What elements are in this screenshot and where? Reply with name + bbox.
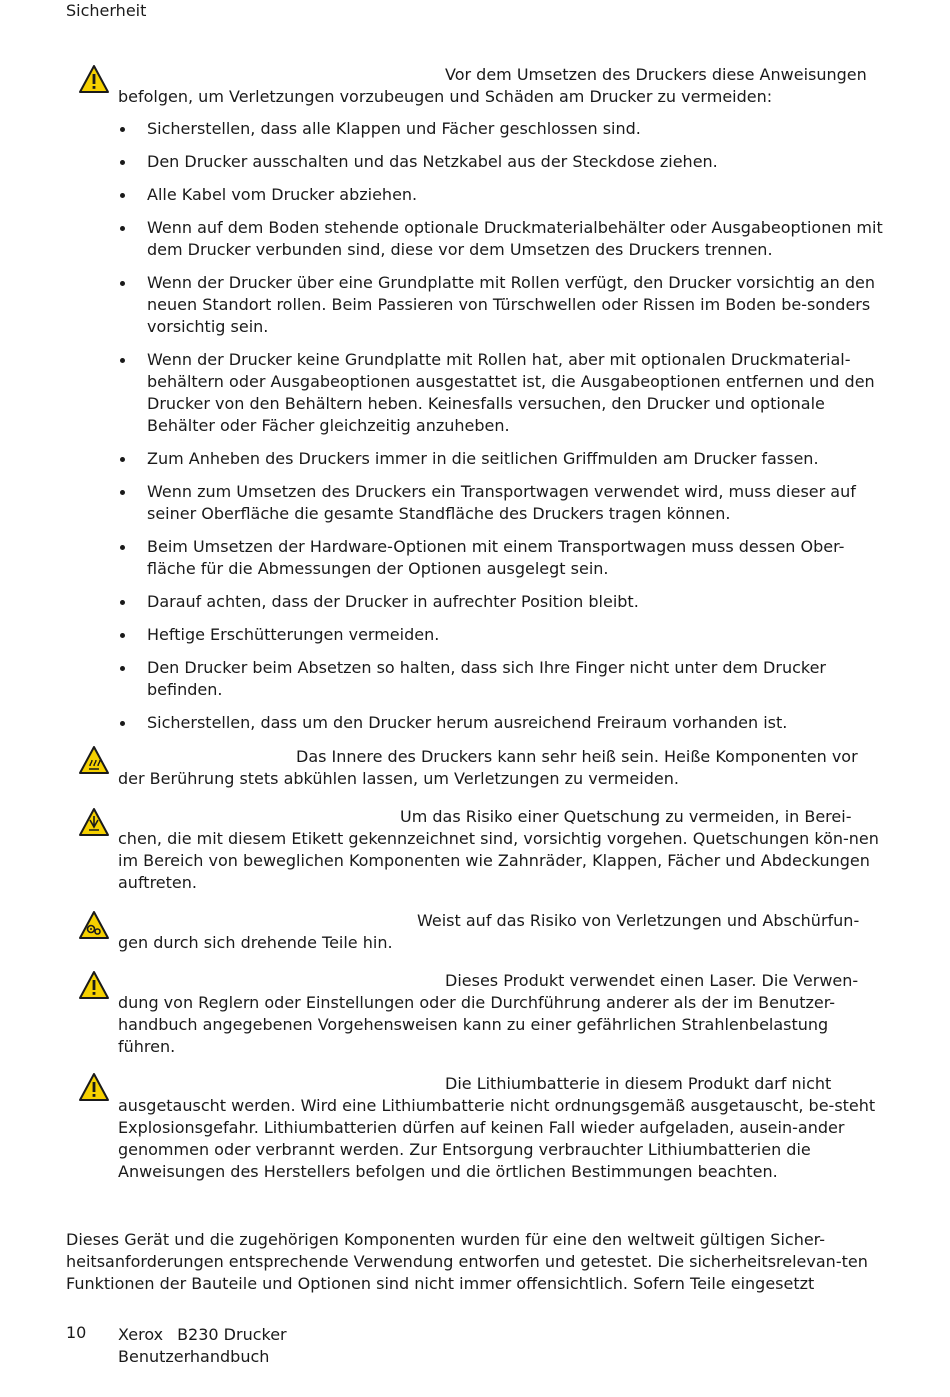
moving-instructions-list [118, 118, 884, 734]
list-item: Heftige Erschütterungen vermeiden. [118, 624, 884, 646]
list-item: Den Drucker beim Absetzen so halten, dass sich Ihre Finger nicht unter dem Drucker befinden. [118, 657, 884, 701]
document-title: Benutzerhandbuch [118, 1347, 270, 1366]
list-item: Sicherstellen, dass alle Klappen und Fächer geschlossen sind. [118, 118, 884, 140]
list-item: Sicherstellen, dass um den Drucker herum ausreichend Freiraum vorhanden ist. [118, 712, 884, 734]
warning-hot-surface [118, 746, 884, 790]
section-header: Sicherheit [66, 1, 147, 20]
warning-text: Weist auf das Risiko von Verletzungen und Abschürfun-gen durch sich drehende Teile hin. [118, 911, 860, 952]
list-item: Zum Anheben des Druckers immer in die seitlichen Griffmulden am Drucker fassen. [118, 448, 884, 470]
list-item: Wenn der Drucker keine Grundplatte mit Rollen hat, aber mit optionalen Druckmaterial-behältern oder Ausgabeoptionen ausgestattet ist, die Ausgabeoptionen entfernen und den Drucker von den Behältern heben. Keinesfalls versuchen, den Drucker und optionale Behälter oder Fächer gleichzeitig anzuheben. [118, 349, 884, 437]
warning-text: Dieses Produkt verwendet einen Laser. Die Verwen-dung von Reglern oder Einstellungen oder die Durchführung anderer als der im Benutzer-handbuch angegebenen Vorgehensweisen kann zu einer gefährlichen Strahlenbelastung führen. [118, 971, 859, 1056]
list-item: Wenn der Drucker über eine Grundplatte mit Rollen verfügt, den Drucker vorsichtig an den neuen Standort rollen. Beim Passieren von Türschwellen oder Rissen im Boden be-sonders vorsichtig sein. [118, 272, 884, 338]
warning-text: Die Lithiumbatterie in diesem Produkt darf nicht ausgetauscht werden. Wird eine Lithiumbatterie nicht ordnungsgemäß ausgetauscht, be-steht Explosionsgefahr. Lithiumbatterien dürfen auf keinen Fall wieder aufgeladen, ausein-ander genommen oder verbrannt werden. Zur Entsorgung verbrauchter Lithiumbatterien die Anweisungen des Herstellers befolgen und die örtlichen Bestimmungen beachten. [118, 1074, 876, 1181]
pinch-icon [78, 807, 110, 837]
hot-surface-icon [78, 745, 110, 775]
warning-moving-printer [118, 64, 884, 745]
footer-document-info [118, 1324, 287, 1368]
warning-battery [118, 1073, 884, 1183]
warning-text: Um das Risiko einer Quetschung zu vermeiden, in Berei-chen, die mit diesem Etikett gekennzeichnet sind, vorsichtig vorgehen. Quetschungen kön-nen im Bereich von beweglichen Komponenten wie Zahnräder, Klappen, Fächer und Abdeckungen auftreten. [118, 807, 879, 892]
page-number: 10 [66, 1323, 87, 1342]
list-item: Beim Umsetzen der Hardware-Optionen mit einem Transportwagen muss dessen Ober-fläche für die Abmessungen der Optionen ausgelegt sein. [118, 536, 884, 580]
warning-lead-text: Vor dem Umsetzen des Druckers diese Anweisungen befolgen, um Verletzungen vorzubeugen und Schäden am Drucker zu vermeiden: [118, 65, 867, 106]
list-item: Den Drucker ausschalten und das Netzkabel aus der Steckdose ziehen. [118, 151, 884, 173]
warning-pinch [118, 806, 884, 894]
product-name: B230 Drucker [177, 1325, 287, 1344]
list-item: Wenn auf dem Boden stehende optionale Druckmaterialbehälter oder Ausgabeoptionen mit dem Drucker verbunden sind, diese vor dem Umsetzen des Druckers trennen. [118, 217, 884, 261]
warning-laser [118, 970, 884, 1058]
rotating-parts-icon [78, 910, 110, 940]
list-item: Darauf achten, dass der Drucker in aufrechter Position bleibt. [118, 591, 884, 613]
battery-warning-icon [78, 1072, 110, 1102]
laser-warning-icon [78, 970, 110, 1000]
warning-icon [78, 64, 110, 94]
warning-text: Das Innere des Druckers kann sehr heiß sein. Heiße Komponenten vor der Berührung stets abkühlen lassen, um Verletzungen zu vermeiden. [118, 747, 858, 788]
warning-rotating-parts [118, 910, 884, 954]
list-item: Alle Kabel vom Drucker abziehen. [118, 184, 884, 206]
brand-name: Xerox [118, 1325, 164, 1344]
body-paragraph: Dieses Gerät und die zugehörigen Komponenten wurden für eine den weltweit gültigen Sicher-heitsanforderungen entsprechende Verwendung entworfen und getestet. Die sicherheitsrelevan-ten Funktionen der Bauteile und Optionen sind nicht immer offensichtlich. Sofern Teile eingesetzt [66, 1230, 868, 1293]
list-item: Wenn zum Umsetzen des Druckers ein Transportwagen verwendet wird, muss dieser auf seiner Oberfläche die gesamte Standfläche des Druckers tragen können. [118, 481, 884, 525]
